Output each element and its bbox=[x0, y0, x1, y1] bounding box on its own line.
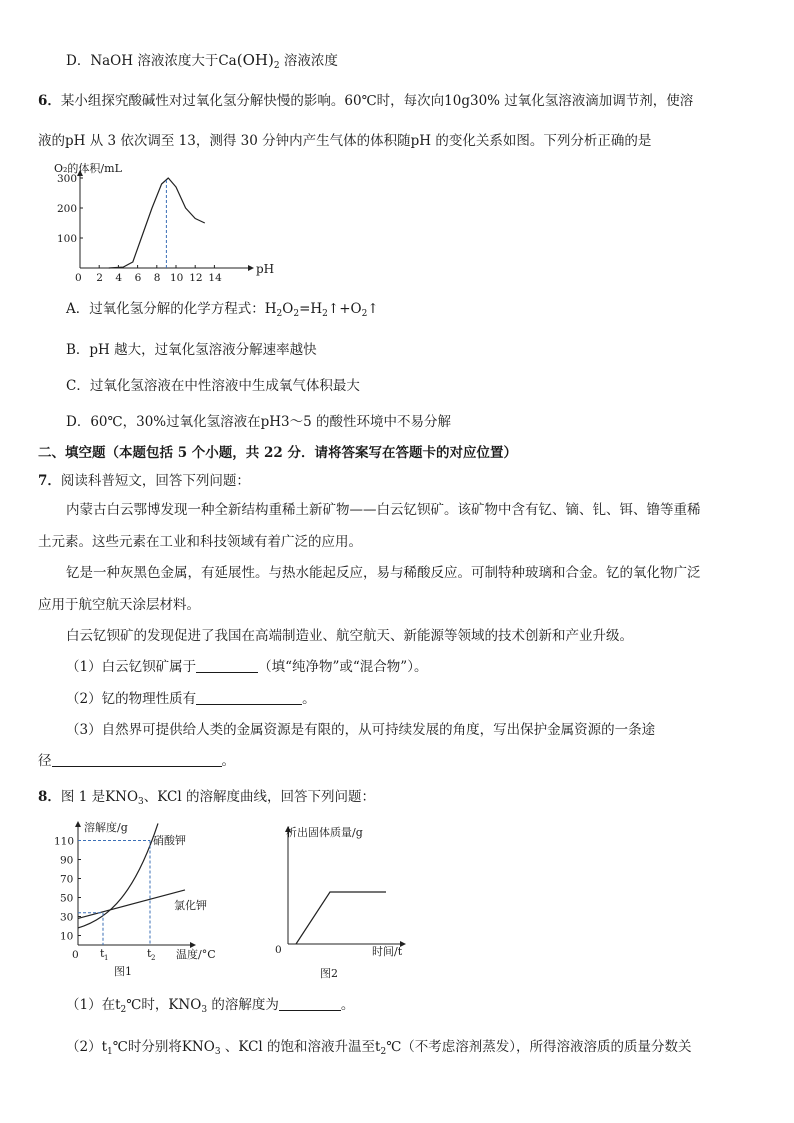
q8-sub2-sub: 3 bbox=[214, 1047, 221, 1057]
q6-a-arrow1: ↑+O bbox=[327, 301, 362, 317]
q6-a-sub4: 2 bbox=[361, 309, 368, 319]
q5-d-formula-oh: (OH) bbox=[236, 51, 274, 69]
q7-sub1-hint: （填“纯净物”或“混合物”）。 bbox=[258, 659, 428, 675]
q7-stem bbox=[38, 471, 794, 491]
q6-option-a[interactable] bbox=[66, 299, 794, 324]
q7-para3: 白云钇钡矿的发现促进了我国在高端制造业、航空航天、新能源等领域的技术创新和产业升级。 bbox=[66, 628, 633, 644]
q6-c-text: C．过氧化氢溶液在中性溶液中生成氧气体积最大 bbox=[66, 378, 360, 394]
x-tick-label-t1-sub: 1 bbox=[104, 954, 109, 962]
q6-a-sub1: 2 bbox=[276, 309, 283, 319]
x-tick-label-0: 0 bbox=[72, 949, 79, 961]
q6-a-eq: =H bbox=[299, 301, 323, 317]
q8-sub2-text2: ℃时分别将KNO bbox=[112, 1039, 215, 1055]
q7-sub3-line2 bbox=[38, 751, 794, 771]
q6-a-sub2: 2 bbox=[293, 309, 300, 319]
x-tick-label-4: 4 bbox=[115, 272, 123, 284]
q6-a-text: A．过氧化氢分解的化学方程式：H bbox=[66, 301, 277, 317]
q7-sub3-end: 。 bbox=[221, 753, 235, 769]
x-tick-label-t2: t bbox=[147, 947, 152, 960]
q8-sub2-t1-sub: 1 bbox=[107, 1047, 113, 1057]
precipitate-mass-figure2 bbox=[268, 822, 418, 982]
q8-stem-text2: 、KCl 的溶解度曲线，回答下列问题： bbox=[143, 789, 375, 805]
x-tick-label-2: 2 bbox=[96, 272, 103, 284]
x-axis-label: pH bbox=[256, 262, 275, 276]
q5-d-suffix: 溶液浓度 bbox=[279, 53, 338, 69]
x-tick-label-10: 10 bbox=[170, 272, 184, 284]
q6-number: 6． bbox=[38, 93, 61, 109]
kno3-label: 硝酸钾 bbox=[153, 834, 186, 847]
q7-number: 7． bbox=[38, 473, 61, 489]
figure1-caption: 图1 bbox=[114, 965, 132, 978]
q6-stem-text2: 液的pH 从 3 依次调至 13，测得 30 分钟内产生气体的体积随pH 的变化关系如图。下列分析正确的是 bbox=[38, 133, 652, 149]
q8-sub2-t2-sub: 2 bbox=[380, 1047, 387, 1057]
figure2-caption: 图2 bbox=[320, 967, 338, 980]
o2-volume-curve bbox=[109, 178, 205, 268]
y-axis-label: 溶解度/g bbox=[84, 821, 128, 834]
precipitate-mass-line bbox=[296, 892, 386, 944]
x-tick-label-t2-sub: 2 bbox=[151, 954, 156, 962]
q7-sub2-answer-blank[interactable] bbox=[196, 690, 302, 705]
q7-sub2 bbox=[66, 689, 794, 709]
y-tick-label-200: 200 bbox=[57, 203, 78, 215]
x-tick-label-14: 14 bbox=[208, 272, 222, 284]
q6-a-arrow2: ↑ bbox=[367, 301, 379, 317]
q6-stem-text1: 某小组探究酸碱性对过氧化氢分解快慢的影响。60℃时，每次向10g30% 过氧化氢溶液滴加调节剂，使溶 bbox=[60, 93, 694, 109]
q8-sub2-text: （2）t bbox=[66, 1039, 108, 1055]
q7-stem-text: 阅读科普短文，回答下列问题： bbox=[60, 473, 250, 489]
q8-sub1-text3: 的溶解度为 bbox=[207, 997, 279, 1013]
q7-sub3-text: 径 bbox=[38, 753, 52, 769]
x-tick-label-8: 8 bbox=[153, 272, 161, 284]
y-axis-label: O₂的体积/mL bbox=[54, 162, 122, 175]
y-tick-label-10: 10 bbox=[60, 930, 74, 943]
q8-sub1-t-sub: 2 bbox=[120, 1005, 127, 1015]
solubility-curve-figure1 bbox=[50, 817, 240, 982]
y-tick-label-70: 70 bbox=[60, 873, 74, 886]
q7-sub3-answer-blank[interactable] bbox=[52, 752, 222, 767]
y-axis-label: 析出固体质量/g bbox=[286, 826, 363, 839]
q5-option-d[interactable] bbox=[66, 50, 794, 76]
q6-o2-volume-chart bbox=[50, 160, 290, 285]
q8-sub1-text2: ℃时，KNO bbox=[126, 997, 202, 1013]
q7-para2-line2: 应用于航空航天涂层材料。 bbox=[38, 597, 200, 613]
q8-sub1-end: 。 bbox=[340, 997, 355, 1013]
q6-option-d[interactable] bbox=[66, 412, 794, 432]
q7-sub1-answer-blank[interactable] bbox=[196, 658, 258, 673]
q6-stem-line2 bbox=[38, 131, 794, 151]
q8-sub2 bbox=[66, 1037, 794, 1062]
q6-option-c[interactable] bbox=[66, 376, 794, 396]
section2-title: 二、填空题（本题包括 5 个小题，共 22 分．请将答案写在答题卡的对应位置） bbox=[38, 445, 517, 461]
x-tick-label-6: 6 bbox=[134, 272, 142, 284]
q6-a-o: O bbox=[282, 301, 294, 317]
x-tick-label-t1: t bbox=[100, 947, 105, 960]
x-axis-label: 时间/t bbox=[372, 945, 403, 958]
x-tick-label-12: 12 bbox=[189, 272, 203, 284]
q7-para2-line1: 钇是一种灰黑色金属，有延展性。与热水能起反应，易与稀酸反应。可制特种玻璃和合金。钇的氧化物广泛 bbox=[66, 565, 701, 581]
q5-d-formula: Ca bbox=[218, 53, 237, 69]
q8-number: 8． bbox=[38, 789, 61, 805]
kcl-label: 氯化钾 bbox=[174, 899, 207, 912]
y-axis-arrow bbox=[75, 821, 81, 827]
q7-sub3-line1: （3）自然界可提供给人类的金属资源是有限的，从可持续发展的角度，写出保护金属资源的一条途 bbox=[66, 722, 656, 738]
y-tick-label-300: 300 bbox=[57, 173, 78, 185]
q8-stem-sub: 3 bbox=[138, 797, 144, 807]
q7-para1-line2: 土元素。这些元素在工业和科技领域有着广泛的应用。 bbox=[38, 534, 362, 550]
y-tick-label-90: 90 bbox=[60, 854, 74, 867]
q7-sub1-text: （1）白云钇钡矿属于 bbox=[66, 659, 197, 675]
q6-b-text: B．pH 越大，过氧化氢溶液分解速率越快 bbox=[66, 342, 317, 358]
q8-stem-text1: 图 1 是KNO bbox=[60, 789, 139, 805]
q8-stem bbox=[38, 787, 794, 812]
q8-sub2-text4: ℃（不考虑溶剂蒸发），所得溶液溶质的质量分数关 bbox=[386, 1039, 692, 1055]
x-axis-label: 温度/°C bbox=[176, 948, 216, 961]
q7-sub1 bbox=[66, 657, 794, 677]
y-tick-label-110: 110 bbox=[54, 835, 75, 848]
q7-sub2-end: 。 bbox=[302, 691, 316, 707]
q7-sub2-text: （2）钇的物理性质有 bbox=[66, 691, 197, 707]
q8-sub1-text: （1）在t bbox=[66, 997, 121, 1013]
q5-d-sub: 2 bbox=[273, 61, 280, 71]
q7-para1-line1: 内蒙古白云鄂博发现一种全新结构重稀土新矿物——白云钇钡矿。该矿物中含有钇、镝、钆、铒、镥等重稀 bbox=[66, 502, 701, 518]
q6-option-b[interactable] bbox=[66, 340, 794, 360]
q8-sub2-text3: 、KCl 的饱和溶液升温至t bbox=[220, 1039, 381, 1055]
q8-sub1-answer-blank[interactable] bbox=[279, 996, 341, 1011]
kcl-curve bbox=[78, 890, 185, 919]
y-tick-label-30: 30 bbox=[60, 911, 74, 924]
y-tick-label-50: 50 bbox=[60, 892, 74, 905]
x-tick-label-0: 0 bbox=[275, 944, 282, 956]
x-tick-label-0: 0 bbox=[75, 272, 82, 284]
x-axis-arrow bbox=[248, 265, 254, 271]
q6-a-sub3: 2 bbox=[322, 309, 328, 319]
q6-d-text: D．60℃，30%过氧化氢溶液在pH3～5 的酸性环境中不易分解 bbox=[66, 414, 451, 430]
q6-stem-line1 bbox=[38, 91, 794, 111]
q8-sub1-sub: 3 bbox=[201, 1005, 208, 1015]
q8-sub1 bbox=[66, 995, 794, 1020]
q5-d-text: D．NaOH 溶液浓度大于 bbox=[66, 53, 219, 69]
y-tick-label-100: 100 bbox=[57, 233, 78, 245]
